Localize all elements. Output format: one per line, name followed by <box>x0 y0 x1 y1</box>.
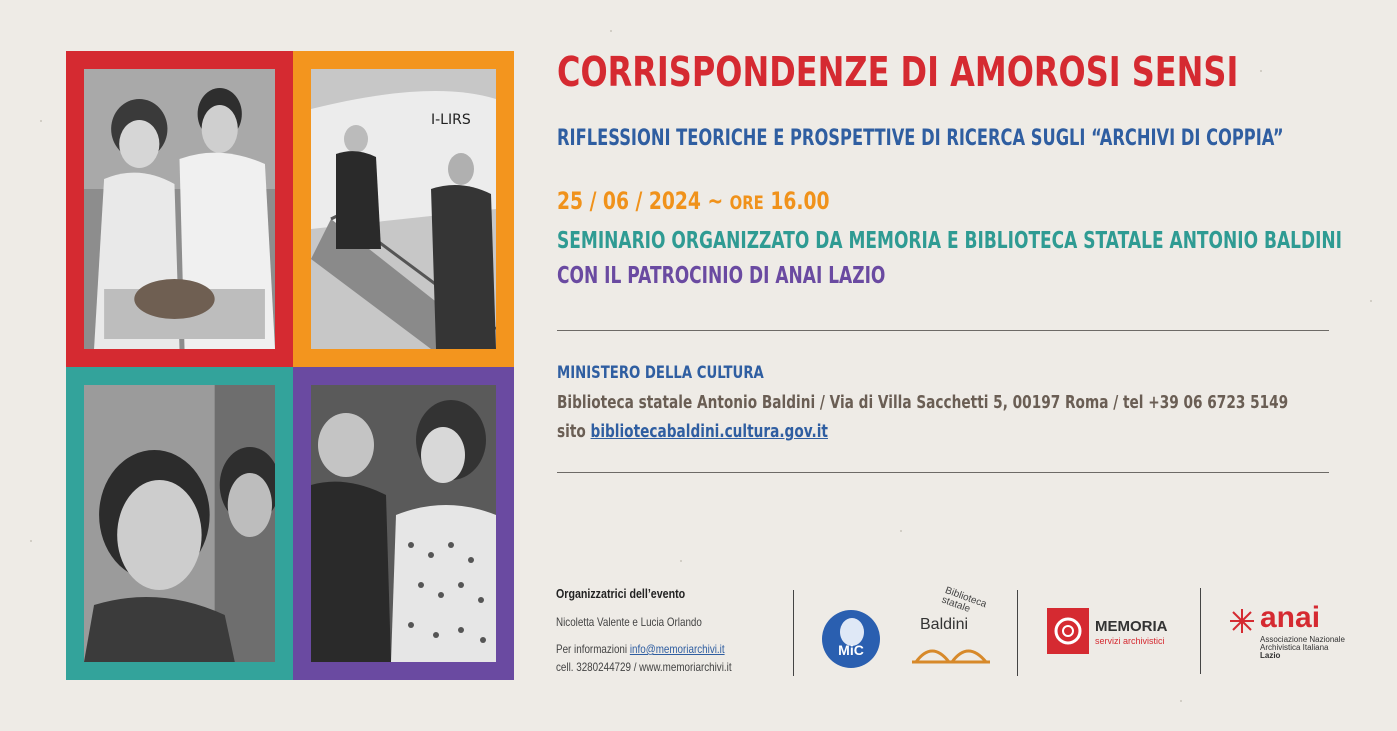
anai-sub-text: Associazione Nazionale Archivistica Italiana <box>1260 635 1345 652</box>
venue-address: Biblioteca statale Antonio Baldini / Via di Villa Sacchetti 5, 00197 Roma / tel +39 06 6723 5149 <box>557 392 1289 413</box>
organizers-heading: Organizzatrici dell’evento <box>556 586 686 601</box>
event-title: CORRISPONDENZE DI AMOROSI SENSI <box>557 48 1239 96</box>
divider-bottom <box>557 472 1329 473</box>
baldini-logo <box>912 585 992 666</box>
ministry-name: MINISTERO DELLA CULTURA <box>557 363 764 383</box>
seminar-organizers: SEMINARIO ORGANIZZATO DA MEMORIA E BIBLIOTECA STATALE ANTONIO BALDINI <box>557 228 1343 254</box>
patronage: CON IL PATROCINIO DI ANAI LAZIO <box>557 263 886 289</box>
anai-region: Lazio <box>1260 651 1281 660</box>
event-date <box>557 187 830 215</box>
plane-registration-text: I-LIRS <box>431 112 471 128</box>
event-time-label: ORE <box>729 192 764 214</box>
baldini-arches-icon <box>912 638 990 664</box>
site-link[interactable]: bibliotecabaldini.cultura.gov.it <box>590 421 828 442</box>
anai-logo <box>1228 603 1358 663</box>
site-label: sito <box>557 421 591 442</box>
memoria-word: MEMORIA <box>1095 618 1168 635</box>
photo-elegant-couple <box>311 385 496 662</box>
anai-word: anai <box>1260 601 1321 634</box>
venue-site <box>557 421 828 442</box>
mic-logo <box>822 610 880 668</box>
organizers-contact: cell. 3280244729 / www.memoriarchivi.it <box>556 660 732 674</box>
photo-smiling-couple <box>84 385 275 662</box>
mic-logo-text: MiC <box>838 642 864 658</box>
separator-1 <box>793 590 794 676</box>
organizers-names: Nicoletta Valente e Lucia Orlando <box>556 615 702 629</box>
photo-frame-teal <box>66 367 293 680</box>
email-link[interactable]: info@memoriarchivi.it <box>629 642 725 656</box>
photo-frame-orange <box>293 51 514 367</box>
anai-sub <box>1260 636 1360 660</box>
photo-lab-couple <box>84 69 275 349</box>
photo-frame-red <box>66 51 293 367</box>
anai-flower-icon <box>1228 607 1256 635</box>
photo-frame-purple <box>293 367 514 680</box>
separator-3 <box>1200 588 1201 674</box>
photo-airplane-stairs <box>311 69 496 349</box>
memoria-mark <box>1047 608 1089 654</box>
baldini-small-text: Biblioteca statale <box>940 585 989 615</box>
baldini-name-text: Baldini <box>920 616 969 633</box>
info-label: Per informazioni <box>556 642 630 656</box>
organizers-info <box>556 642 725 656</box>
event-date-value: 25 / 06 / 2024 ~ <box>557 187 730 215</box>
memoria-sub: servizi archivistici <box>1095 636 1165 646</box>
event-subtitle: RIFLESSIONI TEORICHE E PROSPETTIVE DI RICERCA SUGLI “ARCHIVI DI COPPIA” <box>557 126 1284 151</box>
divider-top <box>557 330 1329 331</box>
memoria-logo <box>1047 608 1177 658</box>
separator-2 <box>1017 590 1018 676</box>
event-time-value: 16.00 <box>763 187 830 215</box>
memoria-spiral-icon <box>1047 608 1089 654</box>
photo-grid <box>66 51 514 680</box>
